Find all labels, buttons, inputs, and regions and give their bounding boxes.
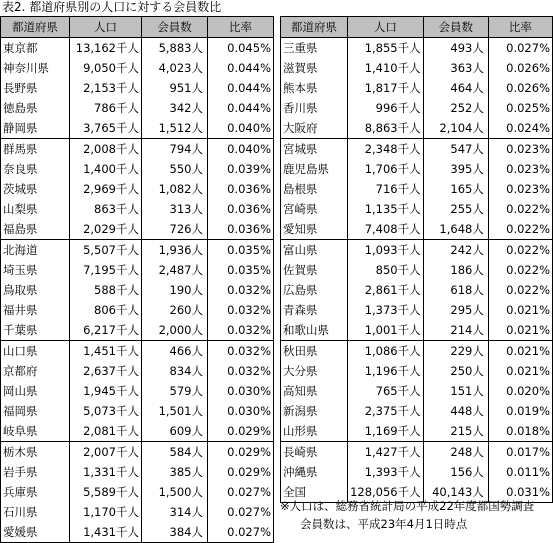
- table-row: [1, 320, 274, 341]
- prefecture-cell: 新潟県: [281, 401, 348, 421]
- ratio-cell: 0.031%: [488, 482, 552, 503]
- ratio-cell: 0.023%: [488, 139, 552, 160]
- prefecture-cell: 秋田県: [281, 341, 348, 362]
- ratio-cell: 0.021%: [488, 320, 552, 341]
- ratio-cell: 0.023%: [488, 159, 552, 179]
- population-cell: 1,451千人: [70, 341, 142, 362]
- members-cell: 395人: [423, 159, 488, 179]
- table-row: [1, 78, 274, 98]
- members-cell: 151人: [423, 381, 488, 401]
- members-cell: 5,883人: [142, 38, 208, 59]
- members-cell: 229人: [423, 341, 488, 362]
- ratio-cell: 0.018%: [488, 421, 552, 442]
- members-cell: 794人: [142, 139, 208, 160]
- population-cell: 1,855千人: [348, 38, 424, 59]
- table-row: [1, 482, 274, 502]
- population-cell: 1,393千人: [348, 462, 424, 482]
- population-cell: 2,375千人: [348, 401, 424, 421]
- ratio-cell: 0.023%: [488, 179, 552, 199]
- population-cell: 9,050千人: [70, 58, 142, 78]
- population-cell: 1,135千人: [348, 199, 424, 219]
- members-cell: 295人: [423, 300, 488, 320]
- table-row: [281, 240, 553, 261]
- members-cell: 40,143人: [423, 482, 488, 503]
- prefecture-cell: 愛媛県: [1, 522, 70, 543]
- prefecture-cell: 京都府: [1, 361, 70, 381]
- header-ratio: 比率: [488, 17, 552, 38]
- prefecture-cell: 千葉県: [1, 320, 70, 341]
- table-row: [1, 159, 274, 179]
- ratio-cell: 0.045%: [208, 38, 274, 59]
- members-cell: 1,501人: [142, 401, 208, 421]
- prefecture-cell: 山口県: [1, 341, 70, 362]
- table-row: [1, 139, 274, 160]
- members-cell: 260人: [142, 300, 208, 320]
- table-row: [281, 300, 553, 320]
- members-cell: 2,104人: [423, 118, 488, 139]
- prefecture-cell: 静岡県: [1, 118, 70, 139]
- table-row: [1, 361, 274, 381]
- table-row: [281, 58, 553, 78]
- population-cell: 1,427千人: [348, 442, 424, 463]
- population-cell: 6,217千人: [70, 320, 142, 341]
- members-cell: 385人: [142, 462, 208, 482]
- ratio-cell: 0.017%: [488, 442, 552, 463]
- header-population: 人口: [70, 17, 142, 38]
- ratio-cell: 0.021%: [488, 300, 552, 320]
- prefecture-cell: 広島県: [281, 280, 348, 300]
- members-cell: 464人: [423, 78, 488, 98]
- members-cell: 726人: [142, 219, 208, 240]
- ratio-cell: 0.036%: [208, 219, 274, 240]
- members-cell: 448人: [423, 401, 488, 421]
- members-cell: 363人: [423, 58, 488, 78]
- population-cell: 5,589千人: [70, 482, 142, 502]
- ratio-cell: 0.022%: [488, 260, 552, 280]
- members-cell: 584人: [142, 442, 208, 463]
- header-row: [1, 17, 274, 38]
- population-cell: 996千人: [348, 98, 424, 118]
- ratio-cell: 0.044%: [208, 98, 274, 118]
- ratio-cell: 0.032%: [208, 280, 274, 300]
- population-cell: 128,056千人: [348, 482, 424, 503]
- table-row: [1, 38, 274, 59]
- prefecture-cell: 鳥取県: [1, 280, 70, 300]
- ratio-cell: 0.030%: [208, 381, 274, 401]
- header-prefecture: 都道府県: [1, 17, 70, 38]
- ratio-cell: 0.022%: [488, 280, 552, 300]
- table-row: [1, 462, 274, 482]
- ratio-cell: 0.039%: [208, 159, 274, 179]
- table-row: [281, 199, 553, 219]
- population-cell: 1,169千人: [348, 421, 424, 442]
- prefecture-cell: 大分県: [281, 361, 348, 381]
- table-row: [1, 118, 274, 139]
- table-title: 表2. 都道府県別の人口に対する会員数比: [2, 0, 222, 14]
- header-prefecture: 都道府県: [281, 17, 348, 38]
- members-cell: 313人: [142, 199, 208, 219]
- table-row: [281, 421, 553, 442]
- population-cell: 588千人: [70, 280, 142, 300]
- population-cell: 2,153千人: [70, 78, 142, 98]
- population-cell: 1,373千人: [348, 300, 424, 320]
- population-cell: 1,945千人: [70, 381, 142, 401]
- population-cell: 863千人: [70, 199, 142, 219]
- prefecture-cell: 佐賀県: [281, 260, 348, 280]
- prefecture-cell: 愛知県: [281, 219, 348, 240]
- members-cell: 1,500人: [142, 482, 208, 502]
- members-cell: 609人: [142, 421, 208, 442]
- table-row: [1, 381, 274, 401]
- table-row: [1, 401, 274, 421]
- prefecture-cell: 茨城県: [1, 179, 70, 199]
- population-cell: 2,007千人: [70, 442, 142, 463]
- table-row: [281, 401, 553, 421]
- members-cell: 951人: [142, 78, 208, 98]
- members-cell: 1,648人: [423, 219, 488, 240]
- table-row: [1, 240, 274, 261]
- prefecture-cell: 熊本県: [281, 78, 348, 98]
- prefecture-cell: 奈良県: [1, 159, 70, 179]
- members-cell: 384人: [142, 522, 208, 543]
- members-cell: 214人: [423, 320, 488, 341]
- table-row: [1, 300, 274, 320]
- table-row: [281, 219, 553, 240]
- ratio-cell: 0.035%: [208, 260, 274, 280]
- prefecture-cell: 栃木県: [1, 442, 70, 463]
- ratio-cell: 0.032%: [208, 300, 274, 320]
- members-cell: 242人: [423, 240, 488, 261]
- prefecture-cell: 富山県: [281, 240, 348, 261]
- prefecture-cell: 長野県: [1, 78, 70, 98]
- table-row: [1, 58, 274, 78]
- population-cell: 3,765千人: [70, 118, 142, 139]
- table-row: [1, 522, 274, 543]
- population-cell: 1,400千人: [70, 159, 142, 179]
- ratio-cell: 0.029%: [208, 421, 274, 442]
- table-row: [281, 442, 553, 463]
- table-row: [1, 98, 274, 118]
- population-cell: 5,073千人: [70, 401, 142, 421]
- header-members: 会員数: [423, 17, 488, 38]
- members-cell: 618人: [423, 280, 488, 300]
- members-cell: 165人: [423, 179, 488, 199]
- table-row: [281, 159, 553, 179]
- population-cell: 2,348千人: [348, 139, 424, 160]
- population-cell: 2,637千人: [70, 361, 142, 381]
- table-row: [281, 462, 553, 482]
- population-cell: 7,408千人: [348, 219, 424, 240]
- prefecture-cell: 全国: [281, 482, 348, 503]
- population-cell: 1,086千人: [348, 341, 424, 362]
- table-row: [1, 421, 274, 442]
- population-cell: 1,001千人: [348, 320, 424, 341]
- prefecture-cell: 岩手県: [1, 462, 70, 482]
- prefecture-cell: 群馬県: [1, 139, 70, 160]
- members-cell: 493人: [423, 38, 488, 59]
- prefecture-cell: 三重県: [281, 38, 348, 59]
- members-cell: 1,936人: [142, 240, 208, 261]
- ratio-cell: 0.020%: [488, 381, 552, 401]
- prefecture-cell: 大阪府: [281, 118, 348, 139]
- members-cell: 156人: [423, 462, 488, 482]
- ratio-cell: 0.022%: [488, 240, 552, 261]
- population-cell: 1,706千人: [348, 159, 424, 179]
- members-cell: 466人: [142, 341, 208, 362]
- population-cell: 13,162千人: [70, 38, 142, 59]
- members-cell: 215人: [423, 421, 488, 442]
- table-row: [1, 442, 274, 463]
- population-cell: 1,410千人: [348, 58, 424, 78]
- ratio-cell: 0.027%: [208, 502, 274, 522]
- population-cell: 716千人: [348, 179, 424, 199]
- population-cell: 1,331千人: [70, 462, 142, 482]
- ratio-cell: 0.040%: [208, 139, 274, 160]
- ratio-cell: 0.044%: [208, 58, 274, 78]
- prefecture-cell: 鹿児島県: [281, 159, 348, 179]
- table-row: [281, 38, 553, 59]
- members-cell: 1,512人: [142, 118, 208, 139]
- population-cell: 1,431千人: [70, 522, 142, 543]
- table-row: [281, 179, 553, 199]
- table-row: [281, 139, 553, 160]
- population-cell: 8,863千人: [348, 118, 424, 139]
- prefecture-cell: 香川県: [281, 98, 348, 118]
- prefecture-cell: 福井県: [1, 300, 70, 320]
- ratio-cell: 0.022%: [488, 219, 552, 240]
- population-cell: 1,817千人: [348, 78, 424, 98]
- population-cell: 1,093千人: [348, 240, 424, 261]
- population-cell: 806千人: [70, 300, 142, 320]
- members-cell: 547人: [423, 139, 488, 160]
- right-table: [280, 16, 553, 503]
- header-members: 会員数: [142, 17, 208, 38]
- population-cell: 2,081千人: [70, 421, 142, 442]
- prefecture-cell: 宮崎県: [281, 199, 348, 219]
- table-row: [1, 280, 274, 300]
- table-row: [1, 219, 274, 240]
- prefecture-cell: 山梨県: [1, 199, 70, 219]
- table-row: [281, 320, 553, 341]
- ratio-cell: 0.019%: [488, 401, 552, 421]
- members-cell: 579人: [142, 381, 208, 401]
- population-cell: 1,196千人: [348, 361, 424, 381]
- ratio-cell: 0.026%: [488, 58, 552, 78]
- prefecture-cell: 福島県: [1, 219, 70, 240]
- ratio-cell: 0.030%: [208, 401, 274, 421]
- members-cell: 190人: [142, 280, 208, 300]
- table-row: [281, 118, 553, 139]
- ratio-cell: 0.026%: [488, 78, 552, 98]
- prefecture-cell: 福岡県: [1, 401, 70, 421]
- ratio-cell: 0.040%: [208, 118, 274, 139]
- footnote-date: 会員数は、平成23年4月1日時点: [300, 517, 468, 531]
- ratio-cell: 0.027%: [208, 522, 274, 543]
- population-cell: 1,170千人: [70, 502, 142, 522]
- population-cell: 2,008千人: [70, 139, 142, 160]
- table-row: [281, 381, 553, 401]
- prefecture-cell: 山形県: [281, 421, 348, 442]
- table-row: [281, 280, 553, 300]
- table-row: [281, 361, 553, 381]
- table-row: [1, 179, 274, 199]
- prefecture-cell: 兵庫県: [1, 482, 70, 502]
- ratio-cell: 0.027%: [488, 38, 552, 59]
- table-row: [281, 98, 553, 118]
- prefecture-cell: 青森県: [281, 300, 348, 320]
- ratio-cell: 0.036%: [208, 179, 274, 199]
- members-cell: 342人: [142, 98, 208, 118]
- population-cell: 2,969千人: [70, 179, 142, 199]
- ratio-cell: 0.032%: [208, 361, 274, 381]
- population-cell: 765千人: [348, 381, 424, 401]
- table-row: [1, 199, 274, 219]
- prefecture-cell: 岡山県: [1, 381, 70, 401]
- ratio-cell: 0.025%: [488, 98, 552, 118]
- table-row: [1, 260, 274, 280]
- members-cell: 314人: [142, 502, 208, 522]
- prefecture-cell: 沖縄県: [281, 462, 348, 482]
- members-cell: 186人: [423, 260, 488, 280]
- ratio-cell: 0.021%: [488, 341, 552, 362]
- ratio-cell: 0.021%: [488, 361, 552, 381]
- population-cell: 850千人: [348, 260, 424, 280]
- members-cell: 255人: [423, 199, 488, 219]
- members-cell: 1,082人: [142, 179, 208, 199]
- table-row: [281, 78, 553, 98]
- left-table: [0, 16, 274, 543]
- population-cell: 2,861千人: [348, 280, 424, 300]
- population-cell: 2,029千人: [70, 219, 142, 240]
- prefecture-cell: 和歌山県: [281, 320, 348, 341]
- prefecture-cell: 石川県: [1, 502, 70, 522]
- ratio-cell: 0.011%: [488, 462, 552, 482]
- prefecture-cell: 岐阜県: [1, 421, 70, 442]
- header-ratio: 比率: [208, 17, 274, 38]
- prefecture-cell: 滋賀県: [281, 58, 348, 78]
- members-cell: 250人: [423, 361, 488, 381]
- header-population: 人口: [348, 17, 424, 38]
- members-cell: 550人: [142, 159, 208, 179]
- prefecture-cell: 高知県: [281, 381, 348, 401]
- prefecture-cell: 島根県: [281, 179, 348, 199]
- ratio-cell: 0.027%: [208, 482, 274, 502]
- ratio-cell: 0.024%: [488, 118, 552, 139]
- ratio-cell: 0.035%: [208, 240, 274, 261]
- ratio-cell: 0.036%: [208, 199, 274, 219]
- members-cell: 2,487人: [142, 260, 208, 280]
- population-cell: 7,195千人: [70, 260, 142, 280]
- prefecture-cell: 東京都: [1, 38, 70, 59]
- ratio-cell: 0.044%: [208, 78, 274, 98]
- prefecture-cell: 徳島県: [1, 98, 70, 118]
- header-row: [281, 17, 553, 38]
- members-cell: 252人: [423, 98, 488, 118]
- prefecture-cell: 埼玉県: [1, 260, 70, 280]
- ratio-cell: 0.032%: [208, 320, 274, 341]
- population-cell: 786千人: [70, 98, 142, 118]
- members-cell: 4,023人: [142, 58, 208, 78]
- prefecture-cell: 北海道: [1, 240, 70, 261]
- members-cell: 834人: [142, 361, 208, 381]
- prefecture-cell: 神奈川県: [1, 58, 70, 78]
- table-row: [281, 260, 553, 280]
- prefecture-cell: 宮城県: [281, 139, 348, 160]
- members-cell: 2,000人: [142, 320, 208, 341]
- ratio-cell: 0.022%: [488, 199, 552, 219]
- table-row: [1, 502, 274, 522]
- members-cell: 248人: [423, 442, 488, 463]
- table-row: [1, 341, 274, 362]
- ratio-cell: 0.032%: [208, 341, 274, 362]
- table-row: [281, 341, 553, 362]
- ratio-cell: 0.029%: [208, 462, 274, 482]
- footnote-source: ※人口は、総務省統計局の平成22年度都国勢調査: [280, 499, 535, 513]
- population-cell: 5,507千人: [70, 240, 142, 261]
- prefecture-cell: 長崎県: [281, 442, 348, 463]
- ratio-cell: 0.029%: [208, 442, 274, 463]
